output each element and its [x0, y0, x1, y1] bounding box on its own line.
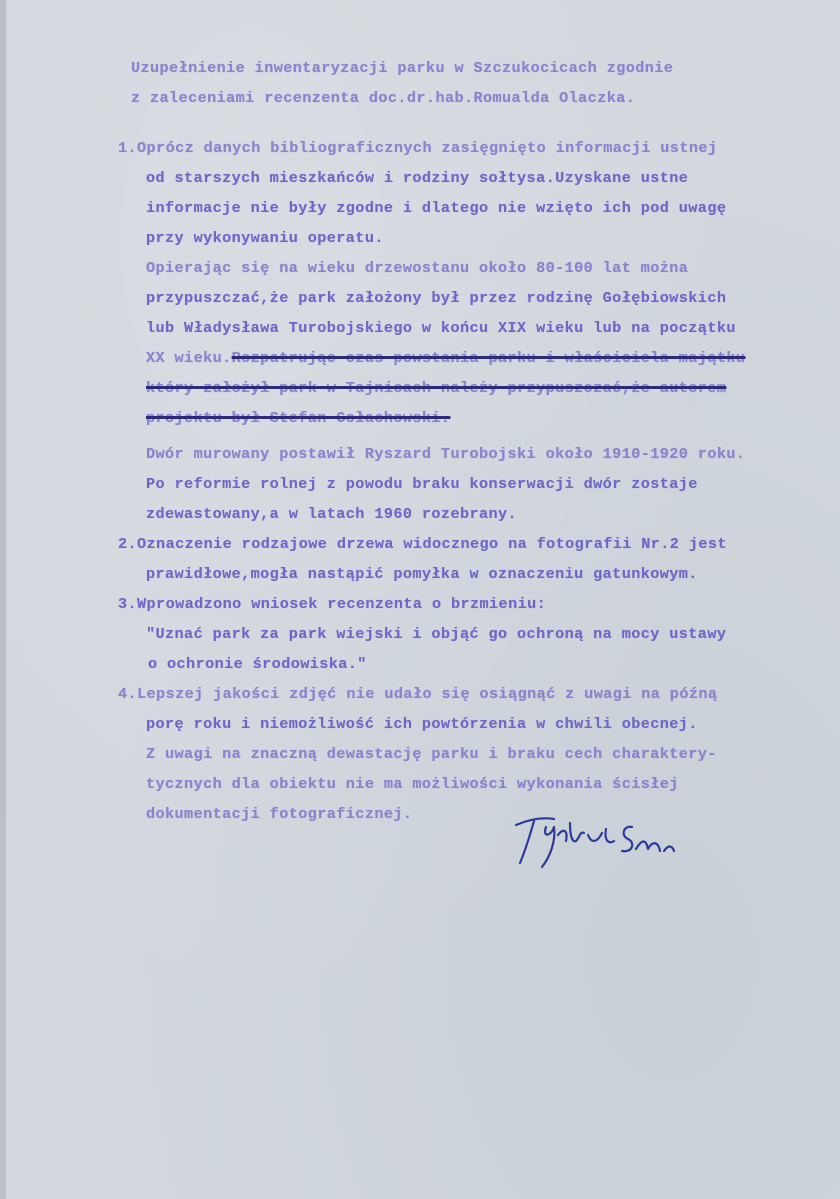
- text-line-7: Opierając się na wieku drzewostanu około 80-100 lat można: [146, 259, 689, 277]
- heading-line-2: z zaleceniami recenzenta doc.dr.hab.Romualda Olaczka.: [131, 89, 636, 107]
- text-line-4: od starszych mieszkańców i rodziny sołtysa.Uzyskane ustne: [146, 169, 689, 187]
- text-line-15: zdewastowany,a w latach 1960 rozebrany.: [146, 505, 518, 523]
- text-line-16: 2.Oznaczenie rodzajowe drzewa widocznego na fotografii Nr.2 jest: [118, 535, 727, 553]
- text-line-13: Dwór murowany postawił Ryszard Turobojski około 1910-1920 roku.: [146, 445, 746, 463]
- page-edge-shadow: [0, 0, 6, 1199]
- struck-text: Rozpatrując czas powstania parku i właściciela majątku: [231, 349, 746, 367]
- struck-line-11: który założył park w Tajnicach należy przypuszczać,że autorem: [146, 379, 727, 397]
- text-line-20: o ochronie środowiska.": [148, 655, 367, 673]
- handwritten-signature-icon: [508, 805, 688, 875]
- text-line-18: 3.Wprowadzono wniosek recenzenta o brzmieniu:: [118, 595, 547, 613]
- text-line-19: "Uznać park za park wiejski i objąć go ochroną na mocy ustawy: [146, 625, 727, 643]
- text-line-5: informacje nie były zgodne i dlatego nie wzięto ich pod uwagę: [146, 199, 727, 217]
- text-line-25: dokumentacji fotograficznej.: [146, 805, 413, 823]
- text-line-3: 1.Oprócz danych bibliograficznych zasięgnięto informacji ustnej: [118, 139, 718, 157]
- text-line-24: tycznych dla obiektu nie ma możliwości wykonania ścisłej: [146, 775, 679, 793]
- text-line-14: Po reformie rolnej z powodu braku konserwacji dwór zostaje: [146, 475, 698, 493]
- struck-line-12: projektu był Stefan Gołachowski.: [146, 409, 451, 427]
- text-line-9: lub Władysława Turobojskiego w końcu XIX wieku lub na początku: [146, 319, 736, 337]
- heading-line-1: Uzupełnienie inwentaryzacji parku w Szczukocicach zgodnie: [131, 59, 674, 77]
- text-line-23: Z uwagi na znaczną dewastację parku i braku cech charaktery-: [146, 745, 717, 763]
- text-line-8: przypuszczać,że park założony był przez rodzinę Gołębiowskich: [146, 289, 727, 307]
- text-line-10: XX wieku.Rozpatrując czas powstania parku i właściciela majątku: [146, 349, 746, 367]
- text-line-21: 4.Lepszej jakości zdjęć nie udało się osiągnąć z uwagi na późną: [118, 685, 718, 703]
- text-line-17: prawidłowe,mogła nastąpić pomyłka w oznaczeniu gatunkowym.: [146, 565, 698, 583]
- text-line-22: porę roku i niemożliwość ich powtórzenia w chwili obecnej.: [146, 715, 698, 733]
- text-line-6: przy wykonywaniu operatu.: [146, 229, 384, 247]
